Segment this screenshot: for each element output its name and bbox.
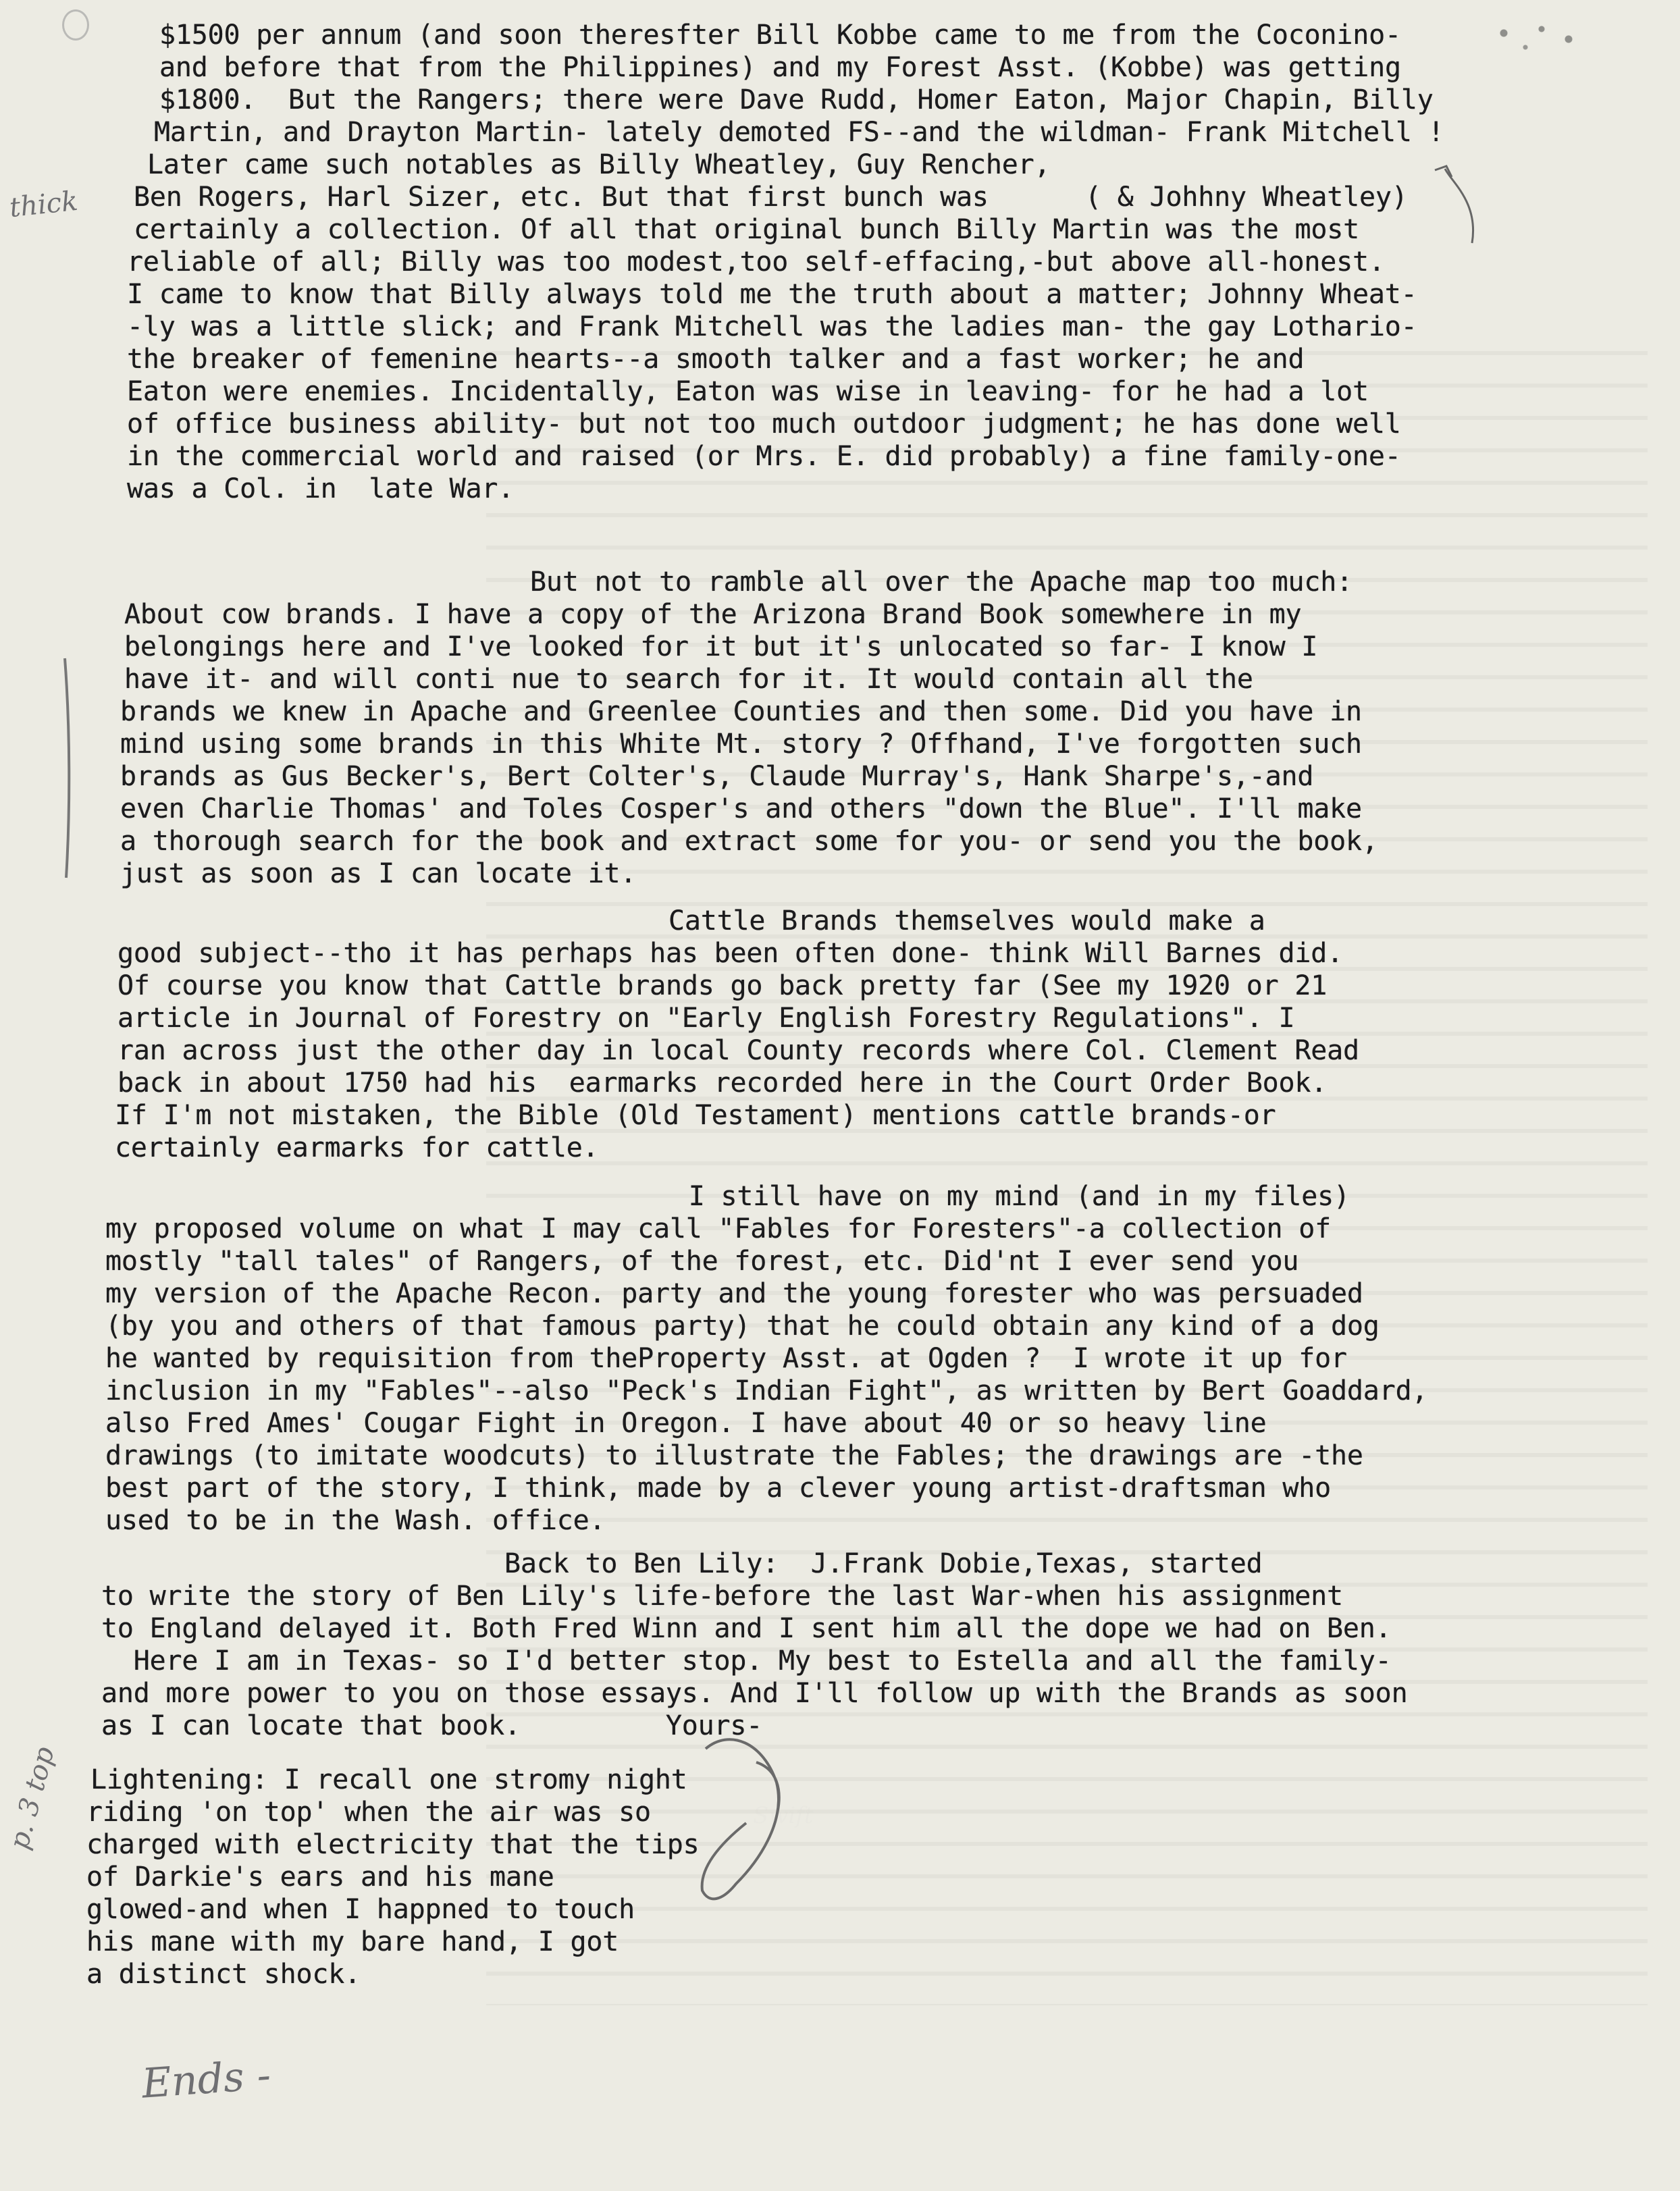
body-line: -ly was a little slick; and Frank Mitchell was the ladies man- the gay Lothario- — [127, 311, 1417, 342]
body-line: have it- and will conti nue to search for it. It would contain all the — [124, 664, 1253, 695]
body-line: reliable of all; Billy was too modest,too self-effacing,-but above all-honest. — [127, 246, 1385, 278]
postscript-line: charged with electricity that the tips — [86, 1829, 700, 1860]
postscript-line: of Darkie's ears and his mane — [86, 1862, 554, 1893]
body-line: belongings here and I've looked for it but it's unlocated so far- I know I — [124, 631, 1318, 662]
margin-bracket-icon — [65, 658, 69, 878]
signature-text — [753, 1802, 814, 1829]
body-line: I came to know that Billy always told me the truth about a matter; Johnny Wheat- — [127, 279, 1417, 310]
body-line: Here I am in Texas- so I'd better stop. My best to Estella and all the family- — [101, 1645, 1392, 1677]
body-line: inclusion in my "Fables"--also "Peck's Indian Fight", as written by Bert Goaddard, — [105, 1375, 1428, 1406]
body-line: and before that from the Philippines) and my Forest Asst. (Kobbe) was getting — [159, 52, 1401, 83]
body-line: brands as Gus Becker's, Bert Colter's, Claude Murray's, Hank Sharpe's,-and — [120, 761, 1314, 792]
body-line: (by you and others of that famous party) that he could obtain any kind of a dog — [105, 1311, 1380, 1342]
body-line: as I can locate that book. Yours- — [101, 1710, 763, 1741]
body-line: If I'm not mistaken, the Bible (Old Testament) mentions cattle brands-or — [115, 1100, 1276, 1131]
body-line: also Fred Ames' Cougar Fight in Oregon. I have about 40 or so heavy line — [105, 1408, 1267, 1439]
body-line: to write the story of Ben Lily's life-before the last War-when his assignment — [101, 1581, 1343, 1612]
postscript-line: riding 'on top' when the air was so — [86, 1797, 651, 1828]
body-line: brands we knew in Apache and Greenlee Counties and then some. Did you have in — [120, 696, 1362, 727]
body-line: to England delayed it. Both Fred Winn and I sent him all the dope we had on Ben. — [101, 1613, 1392, 1644]
body-line: and more power to you on those essays. And I'll follow up with the Brands as soon — [101, 1678, 1408, 1709]
body-line: Later came such notables as Billy Wheatley, Guy Rencher, — [147, 149, 1051, 180]
body-line: of office business ability- but not too much outdoor judgment; he has done well — [127, 408, 1401, 440]
body-line: good subject--tho it has perhaps has been often done- think Will Barnes did. — [117, 938, 1344, 969]
body-line: Cattle Brands themselves would make a — [120, 905, 1265, 936]
postscript-line: glowed-and when I happned to touch — [86, 1894, 635, 1925]
body-line: ran across just the other day in local County records where Col. Clement Read — [117, 1035, 1359, 1066]
margin-note-thick: thick — [7, 185, 80, 224]
body-line: $1500 per annum (and soon theresfter Bill Kobbe came to me from the Coconino- — [159, 20, 1401, 51]
body-line: my proposed volume on what I may call "Fables for Foresters"-a collection of — [105, 1213, 1332, 1244]
body-line: Martin, and Drayton Martin- lately demoted FS--and the wildman- Frank Mitchell ! — [154, 117, 1444, 148]
body-line: mostly "tall tales" of Rangers, of the forest, etc. Did'nt I ever send you — [105, 1246, 1299, 1277]
body-line: I still have on my mind (and in my files) — [108, 1181, 1350, 1212]
body-line: certainly earmarks for cattle. — [115, 1132, 599, 1163]
body-line: drawings (to imitate woodcuts) to illustrate the Fables; the drawings are -the — [105, 1440, 1363, 1471]
body-line: back in about 1750 had his earmarks recorded here in the Court Order Book. — [117, 1067, 1328, 1099]
postscript-line: Lightening: I recall one stromy night — [90, 1764, 687, 1795]
body-line: But not to ramble all over the Apache map too much: — [127, 566, 1353, 598]
body-line: just as soon as I can locate it. — [120, 858, 637, 889]
body-line: About cow brands. I have a copy of the Arizona Brand Book somewhere in my — [124, 599, 1302, 630]
body-line: was a Col. in late War. — [127, 473, 515, 504]
insertion-arrow-icon — [1445, 169, 1473, 243]
body-line: used to be in the Wash. office. — [105, 1505, 606, 1536]
page-reference: p. 3 top — [3, 1743, 61, 1853]
body-line: Ben Rogers, Harl Sizer, etc. But that first bunch was ( & Johhny Wheatley) — [134, 182, 1408, 213]
body-line: Eaton were enemies. Incidentally, Eaton was wise in leaving- for he had a lot — [127, 376, 1369, 407]
body-line: in the commercial world and raised (or Mrs. E. did probably) a fine family-one- — [127, 441, 1401, 472]
closing-mark: Ends - — [140, 2051, 273, 2108]
postscript-line: his mane with my bare hand, I got — [86, 1926, 619, 1957]
body-line: article in Journal of Forestry on "Early English Forestry Regulations". I — [117, 1003, 1295, 1034]
body-line: Of course you know that Cattle brands go back pretty far (See my 1920 or 21 — [117, 970, 1328, 1001]
body-line: mind using some brands in this White Mt. story ? Offhand, I've forgotten such — [120, 729, 1362, 760]
body-line: my version of the Apache Recon. party and the young forester who was persuaded — [105, 1278, 1363, 1309]
body-line: certainly a collection. Of all that original bunch Billy Martin was the most — [134, 214, 1360, 245]
body-line: best part of the story, I think, made by a clever young artist-draftsman who — [105, 1473, 1332, 1504]
body-line: the breaker of femenine hearts--a smooth talker and a fast worker; he and — [127, 344, 1305, 375]
body-line: even Charlie Thomas' and Toles Cosper's and others "down the Blue". I'll make — [120, 793, 1362, 824]
postscript-line: a distinct shock. — [86, 1959, 361, 1990]
body-line: a thorough search for the book and extract some for you- or send you the book, — [120, 826, 1378, 857]
body-line: $1800. But the Rangers; there were Dave Rudd, Homer Eaton, Major Chapin, Billy — [159, 84, 1434, 115]
body-line: Back to Ben Lily: J.Frank Dobie,Texas, started — [101, 1548, 1263, 1579]
body-line: he wanted by requisition from theProperty Asst. at Ogden ? I wrote it up for — [105, 1343, 1347, 1374]
